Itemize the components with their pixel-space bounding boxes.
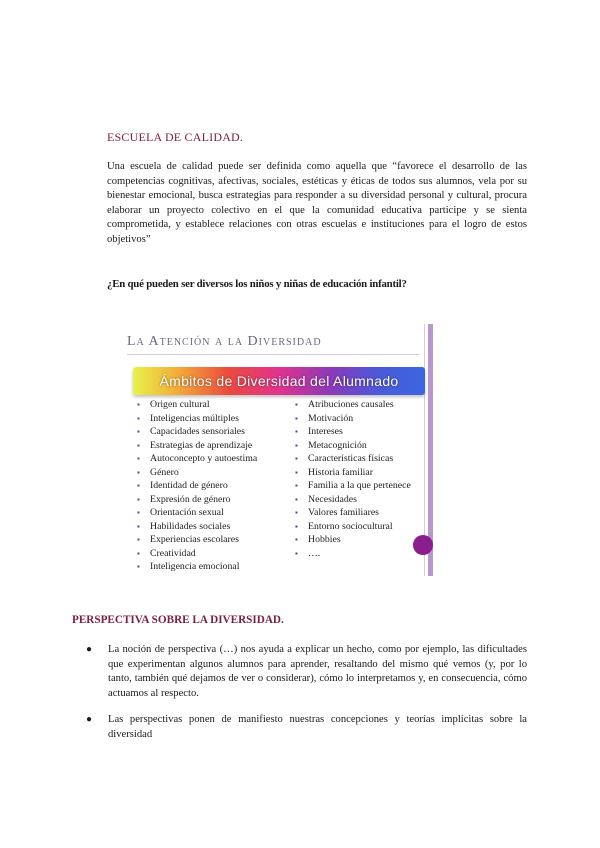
list-item-text: Orientación sexual bbox=[150, 507, 224, 518]
list-item-text: Capacidades sensoriales bbox=[150, 426, 245, 437]
intro-paragraph: Una escuela de calidad puede ser definida como aquella que “favorece el desarrollo de las competencias cognitivas, afectivas, sociales, estéticas y éticas de todos sus alumnos, vela por su bienestar emocional, busca estrategias para responder a su diversidad personal y cultural, procura elaborar un proyecto colectivo en el que la comunidad educativa participe y se sienta comprometida, y establece relaciones con otras escuelas e instituciones para el logro de estos objetivos” bbox=[107, 161, 527, 245]
bullet-icon: ▪ bbox=[295, 548, 298, 558]
list-item-text: Creatividad bbox=[150, 547, 196, 559]
list-item bbox=[137, 547, 257, 561]
slide-banner bbox=[133, 367, 425, 395]
bullet-icon: ▪ bbox=[295, 535, 298, 544]
list-item-text: Familia a la que pertenece bbox=[308, 480, 411, 491]
list-item-text: Motivación bbox=[308, 412, 354, 424]
bullet-icon: ▪ bbox=[137, 508, 140, 517]
perspectiva-bullet-list bbox=[84, 643, 527, 755]
slide-banner-text: Ámbitos de Diversidad del Alumnado bbox=[159, 373, 399, 389]
list-item bbox=[295, 412, 411, 426]
list-item bbox=[295, 547, 411, 561]
list-item-text: Identidad de género bbox=[150, 480, 228, 491]
list-item bbox=[137, 520, 257, 534]
bullet-icon: ▪ bbox=[295, 454, 298, 463]
list-item-text: Las perspectivas ponen de manifiesto nuestras concepciones y teorías implícitas sobre la diversidad bbox=[108, 714, 527, 740]
list-item-text: Habilidades sociales bbox=[150, 520, 231, 532]
list-item-text: Entorno sociocultural bbox=[308, 520, 393, 532]
list-item-text: Estrategias de aprendizaje bbox=[150, 439, 253, 451]
bullet-icon: ▪ bbox=[295, 521, 298, 531]
bullet-icon: ▪ bbox=[137, 481, 140, 490]
list-item-text: Características físicas bbox=[308, 453, 394, 464]
list-item bbox=[295, 533, 411, 547]
list-item bbox=[137, 425, 257, 439]
slide-left-list bbox=[137, 398, 257, 574]
bullet-icon: ▪ bbox=[137, 454, 140, 463]
list-item-text: Género bbox=[150, 466, 179, 478]
list-item-text: La noción de perspectiva (…) nos ayuda a explicar un hecho, como por ejemplo, las dificultades que experimentan algunos alumnos para aprender, resaltando del mismo qué vemos (y, por lo tanto, también qué dejamos de ver o considerar), cómo lo interpretamos y, en consecuencia, cómo actuamos al respecto. bbox=[108, 644, 527, 699]
list-item-text: …. bbox=[308, 547, 321, 559]
list-item bbox=[295, 452, 411, 466]
bullet-icon: ▪ bbox=[137, 440, 140, 450]
diversity-slide-image bbox=[117, 324, 433, 576]
slide-title: La Atención a la Diversidad bbox=[127, 334, 322, 349]
bullet-icon: ▪ bbox=[137, 400, 140, 409]
list-item bbox=[137, 398, 257, 412]
list-item bbox=[295, 506, 411, 520]
bullet-icon: ▪ bbox=[137, 562, 140, 571]
list-item bbox=[295, 479, 411, 493]
list-item-text: Hobbies bbox=[308, 534, 341, 545]
list-item-text: Expresión de género bbox=[150, 493, 231, 505]
list-item-text: Necesidades bbox=[308, 493, 357, 505]
list-item-text: Historia familiar bbox=[308, 466, 374, 478]
bullet-icon: ▪ bbox=[295, 467, 298, 477]
bullet-icon: ▪ bbox=[295, 481, 298, 490]
list-item bbox=[137, 439, 257, 453]
list-item bbox=[84, 713, 527, 742]
slide-title-rule bbox=[127, 354, 419, 355]
bullet-icon: ▪ bbox=[137, 467, 140, 477]
list-item-text: Inteligencias múltiples bbox=[150, 412, 239, 424]
list-item bbox=[137, 560, 257, 574]
list-item bbox=[295, 439, 411, 453]
list-item bbox=[137, 452, 257, 466]
bullet-icon: ▪ bbox=[295, 494, 298, 504]
bullet-icon: ▪ bbox=[295, 413, 298, 423]
list-item-text: Metacognición bbox=[308, 439, 367, 451]
list-item bbox=[295, 466, 411, 480]
bullet-icon: ▪ bbox=[295, 427, 298, 436]
bullet-icon: ▪ bbox=[137, 413, 140, 423]
heading-escuela-de-calidad: ESCUELA DE CALIDAD. bbox=[107, 130, 244, 144]
bullet-icon: ● bbox=[86, 644, 93, 655]
list-item-text: Valores familiares bbox=[308, 507, 379, 518]
list-item bbox=[137, 466, 257, 480]
bullet-icon: ▪ bbox=[137, 535, 140, 544]
list-item-text: Autoconcepto y autoestima bbox=[150, 453, 258, 464]
list-item-text: Experiencias escolares bbox=[150, 534, 239, 545]
slide-right-list bbox=[295, 398, 411, 560]
bullet-icon: ▪ bbox=[295, 440, 298, 450]
list-item bbox=[137, 479, 257, 493]
diversity-question: ¿En qué pueden ser diversos los niños y niñas de educación infantil? bbox=[107, 278, 407, 290]
list-item bbox=[137, 506, 257, 520]
list-item bbox=[295, 520, 411, 534]
list-item bbox=[137, 533, 257, 547]
list-item-text: Origen cultural bbox=[150, 399, 210, 410]
list-item bbox=[295, 425, 411, 439]
list-item-text: Inteligencia emocional bbox=[150, 561, 240, 572]
heading-perspectiva: PERSPECTIVA SOBRE LA DIVERSIDAD. bbox=[72, 614, 284, 626]
bullet-icon: ▪ bbox=[137, 521, 140, 531]
slide-purple-circle bbox=[413, 535, 433, 555]
list-item bbox=[295, 398, 411, 412]
list-item bbox=[137, 493, 257, 507]
list-item-text: Atribuciones causales bbox=[308, 399, 394, 410]
bullet-icon: ▪ bbox=[295, 400, 298, 409]
bullet-icon: ▪ bbox=[137, 427, 140, 436]
bullet-icon: ● bbox=[86, 714, 93, 726]
bullet-icon: ▪ bbox=[137, 548, 140, 558]
list-item bbox=[137, 412, 257, 426]
list-item-text: Intereses bbox=[308, 426, 343, 437]
list-item bbox=[84, 643, 527, 701]
bullet-icon: ▪ bbox=[295, 508, 298, 517]
list-item bbox=[295, 493, 411, 507]
bullet-icon: ▪ bbox=[137, 494, 140, 504]
